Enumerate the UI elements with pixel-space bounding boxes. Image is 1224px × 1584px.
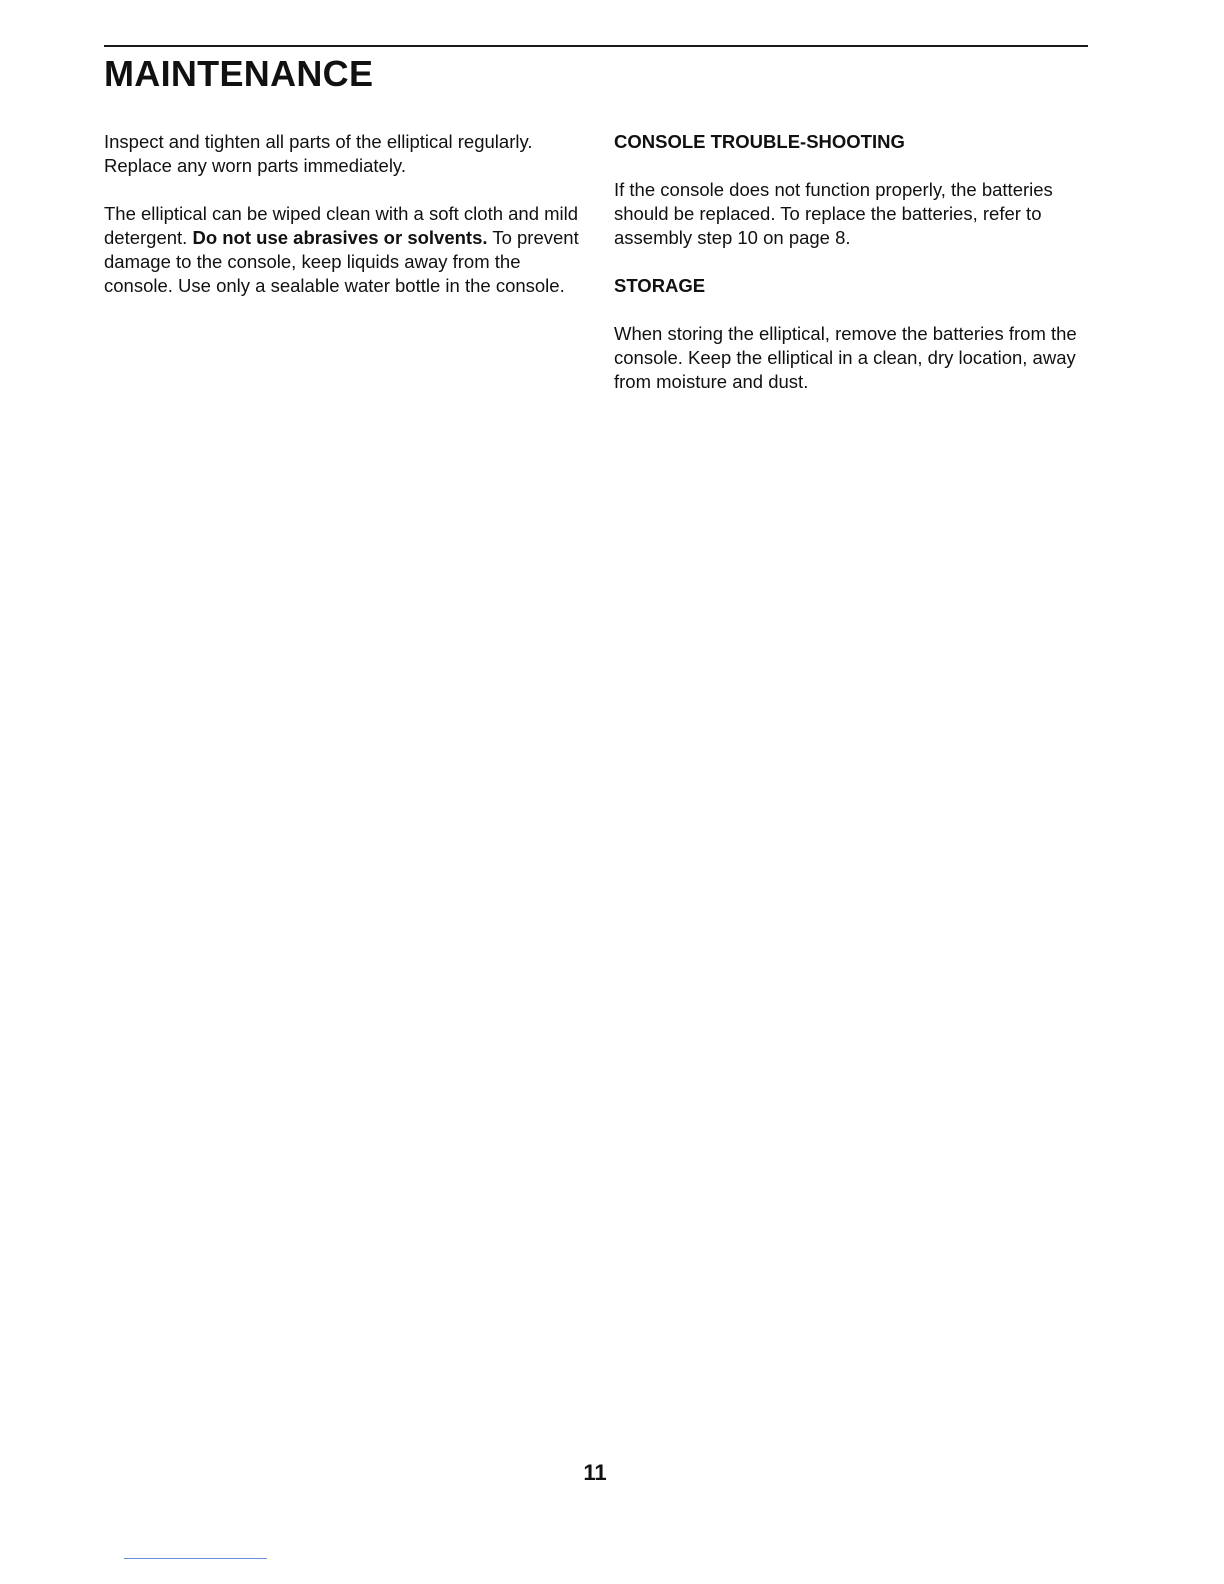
- console-troubleshooting-text: If the console does not function properly, the batteries should be replaced. To replace the batteries, refer to assembly step 10 on page 8.: [614, 179, 1053, 248]
- footer-rule: [124, 1558, 267, 1559]
- storage-heading: STORAGE: [614, 275, 706, 296]
- cleaning-text-tail: To prevent damage to the console, keep liquids away from the console. Use only a sealable water bottle in the console.: [104, 227, 579, 296]
- right-column: [614, 130, 1094, 418]
- console-troubleshooting-heading: CONSOLE TROUBLE-SHOOTING: [614, 131, 905, 152]
- header-rule: [104, 45, 1088, 47]
- storage-text: When storing the elliptical, remove the batteries from the console. Keep the elliptical in a clean, dry location, away from moisture and dust.: [614, 323, 1077, 392]
- page-title: MAINTENANCE: [104, 53, 374, 94]
- cleaning-paragraph: [104, 202, 579, 298]
- page-number: 11: [583, 1460, 607, 1485]
- cleaning-warning: Do not use abrasives or solvents.: [192, 227, 488, 248]
- inspect-paragraph: Inspect and tighten all parts of the elliptical regularly. Replace any worn parts immediately.: [104, 131, 533, 176]
- left-column: [104, 130, 579, 322]
- cleaning-text: The elliptical can be wiped clean with a soft cloth and mild detergent.: [104, 203, 579, 248]
